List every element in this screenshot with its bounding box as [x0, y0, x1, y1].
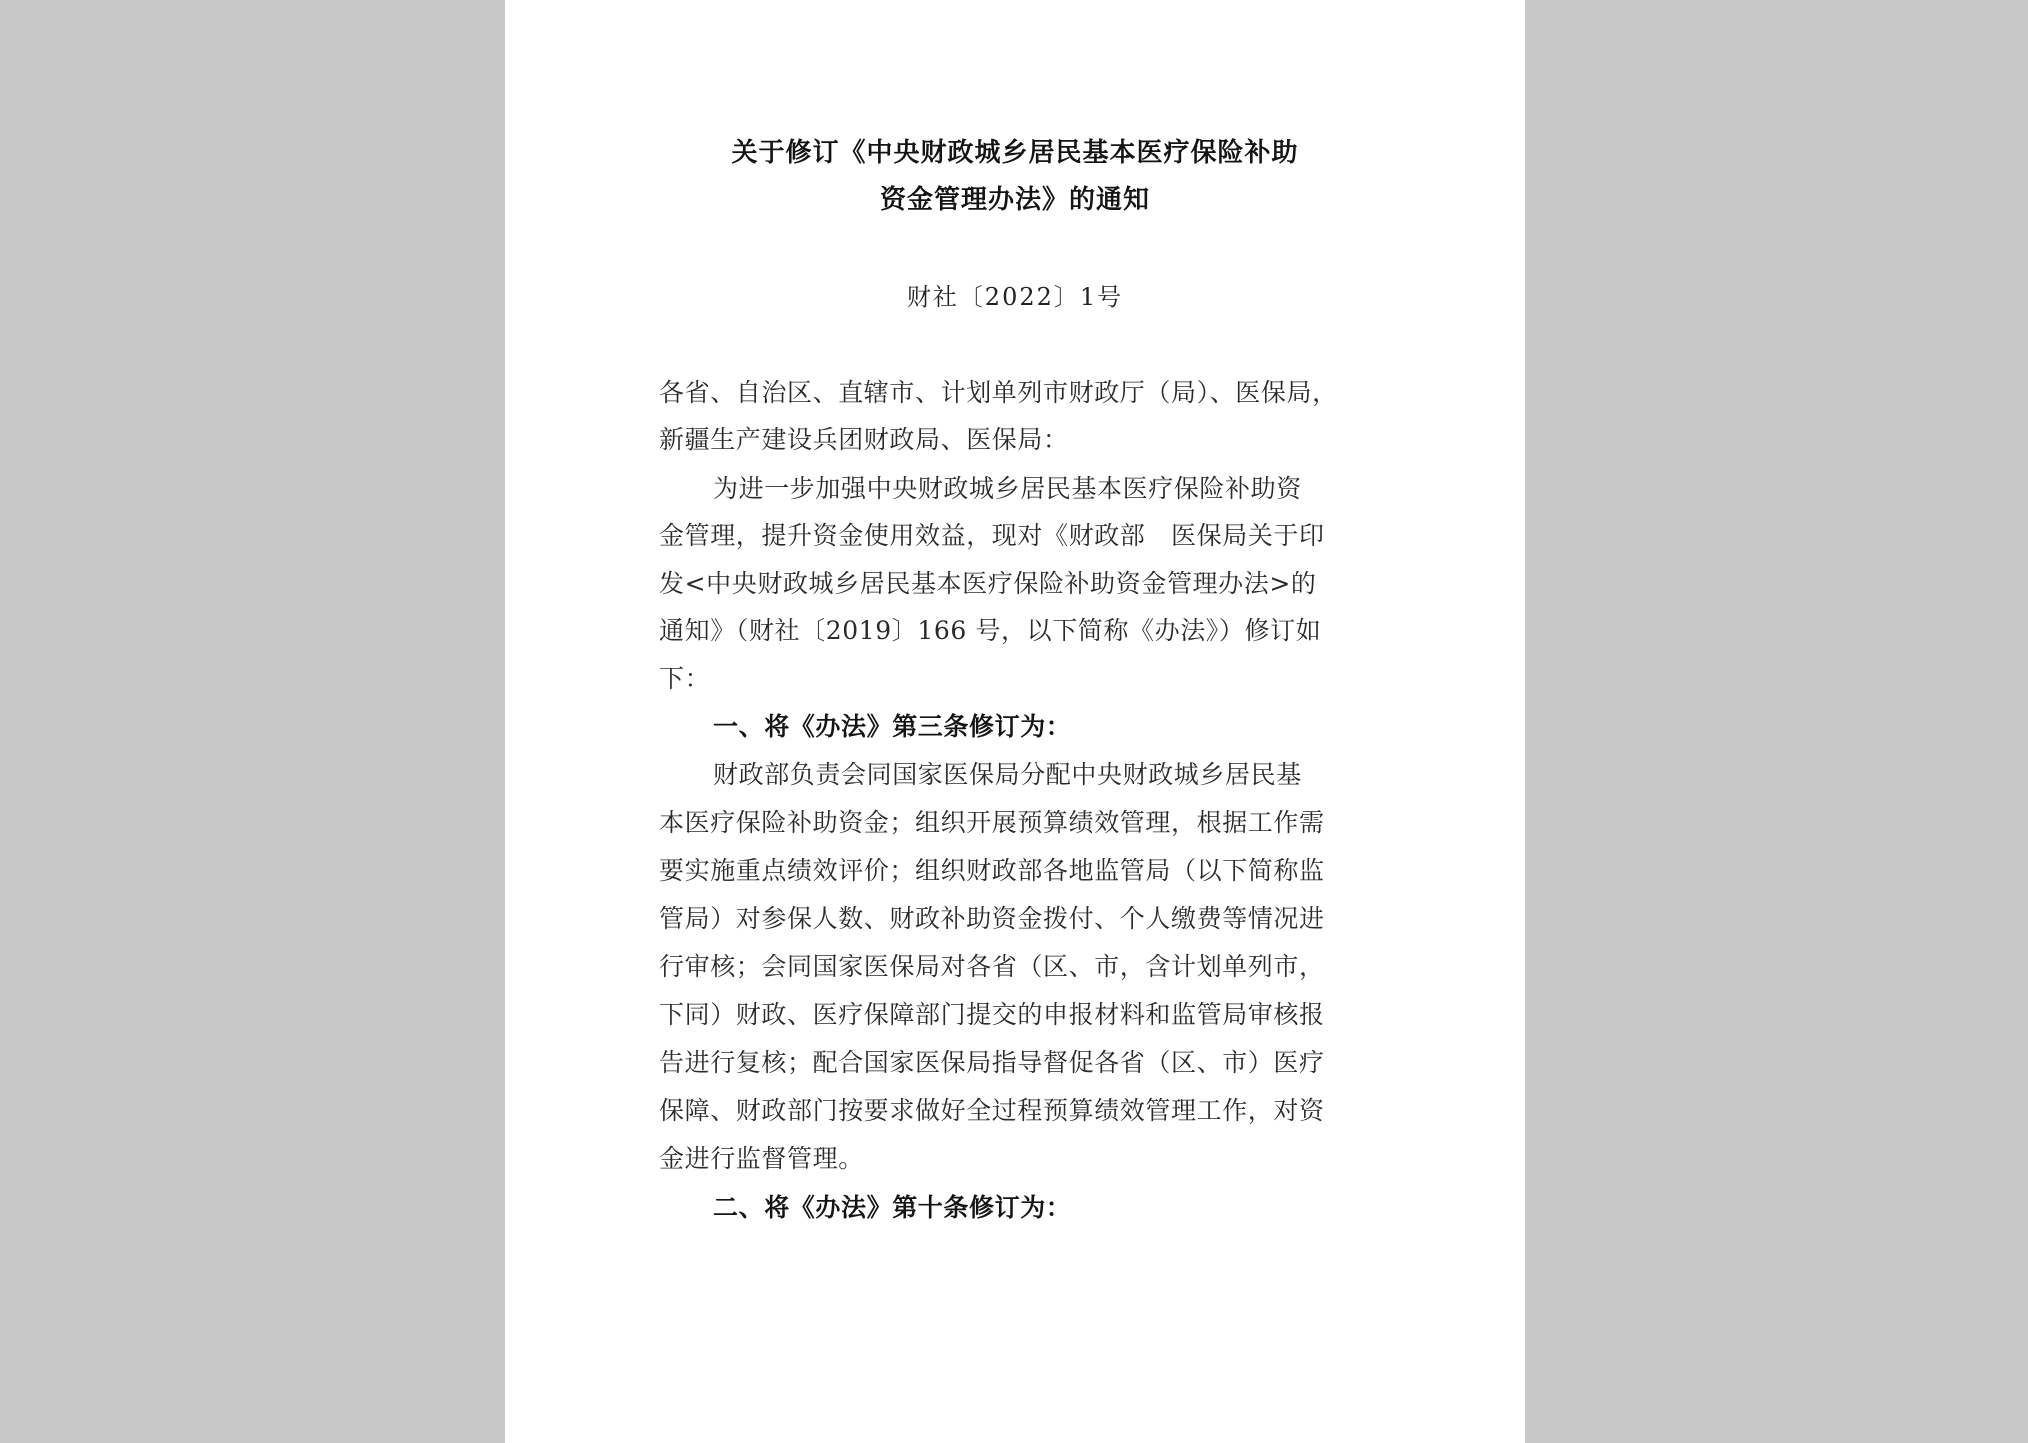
- body-text-line: 发<中央财政城乡居民基本医疗保险补助资金管理办法>的: [659, 569, 1317, 598]
- body-text-line: 下同）财政、医疗保障部门提交的申报材料和监管局审核报: [659, 1000, 1325, 1029]
- body-text-line: 告进行复核；配合国家医保局指导督促各省（区、市）医疗: [659, 1048, 1325, 1077]
- body-text-line: 管局）对参保人数、财政补助资金拨付、个人缴费等情况进: [659, 904, 1325, 933]
- body-text-line: 行审核；会同国家医保局对各省（区、市，含计划单列市，: [659, 952, 1325, 981]
- document-title-line-1: 关于修订《中央财政城乡居民基本医疗保险补助: [731, 138, 1299, 168]
- body-text-line: 金管理，提升资金使用效益，现对《财政部 医保局关于印: [659, 521, 1325, 550]
- section-heading-1: 一、将《办法》第三条修订为：: [713, 712, 1072, 741]
- body-text-line: 为进一步加强中央财政城乡居民基本医疗保险补助资: [713, 474, 1302, 503]
- body-text-line: 财政部负责会同国家医保局分配中央财政城乡居民基: [713, 760, 1302, 789]
- body-text-line: 要实施重点绩效评价；组织财政部各地监管局（以下简称监: [659, 856, 1325, 885]
- document-title-line-2: 资金管理办法》的通知: [879, 185, 1150, 215]
- body-text-line: 通知》（财社〔2019〕166 号，以下简称《办法》）修订如: [659, 616, 1322, 645]
- body-text-line: 金进行监督管理。: [659, 1144, 864, 1173]
- document-page: [505, 0, 1525, 1443]
- document-number: 财社〔2022〕1号: [906, 283, 1124, 311]
- body-text-line: 下：: [659, 664, 711, 693]
- body-text-line: 本医疗保险补助资金；组织开展预算绩效管理，根据工作需: [659, 808, 1325, 837]
- recipient-line-1: 各省、自治区、直辖市、计划单列市财政厅（局）、医保局，: [659, 378, 1338, 407]
- recipient-line-2: 新疆生产建设兵团财政局、医保局：: [659, 425, 1069, 454]
- body-text-line: 保障、财政部门按要求做好全过程预算绩效管理工作，对资: [659, 1096, 1325, 1125]
- section-heading-2: 二、将《办法》第十条修订为：: [713, 1193, 1072, 1222]
